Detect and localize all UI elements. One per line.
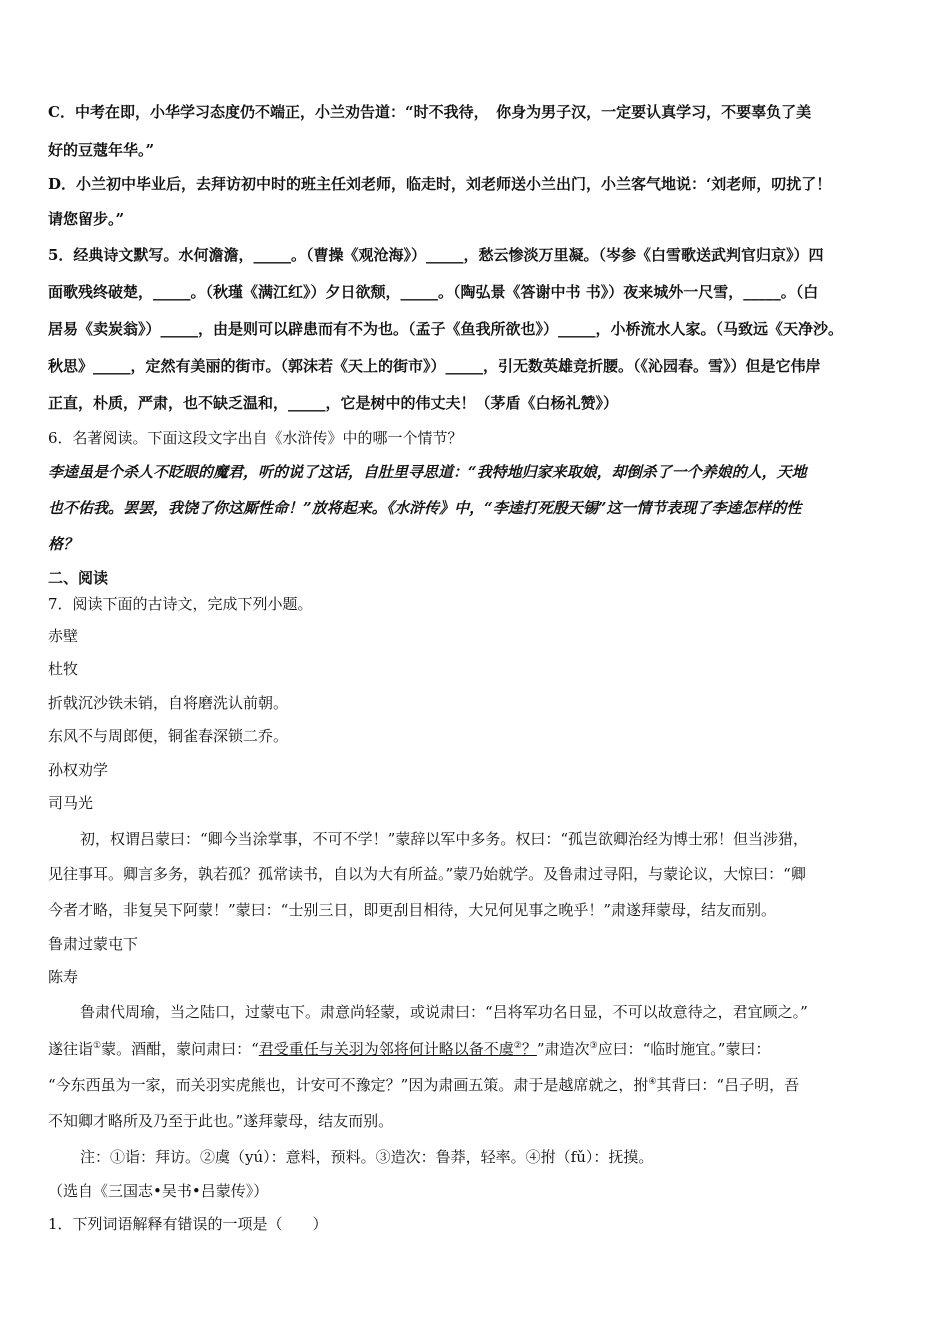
note-marker-4: ④: [648, 1077, 657, 1087]
note-marker-2: ②: [513, 1041, 522, 1051]
underlined-question-mark: ？: [521, 1040, 537, 1058]
poem-line-2: 东风不与周郎便，铜雀春深锁二乔。: [48, 727, 289, 745]
option-d-line-2: 请您留步。”: [48, 210, 125, 228]
q7-stem: 7．阅读下面的古诗文，完成下列小题。: [48, 595, 313, 613]
text1-line-1: 初，权谓吕蒙曰：“卿今当涂掌事，不可不学！”蒙辞以军中多务。权曰：“孤岂欲卿治经为博士邪！但当涉猎，: [80, 830, 809, 848]
poem-title: 赤壁: [48, 627, 79, 645]
text2-line-2-d: 应曰：“临时施宜。”蒙曰：: [597, 1040, 771, 1058]
text2-line-3-b: 其背曰：“吕子明，吾: [656, 1076, 800, 1094]
q6-passage-line-3: 格？: [48, 535, 79, 553]
sub-question-1: 1．下列词语解释有错误的一项是（ ）: [48, 1215, 328, 1233]
underlined-question-text: 君受重任与关羽为邻将何计略以备不虞: [258, 1040, 514, 1058]
q5-line-1: 5．经典诗文默写。水何澹澹，_____。（曹操《观沧海》）_____，愁云惨淡万里凝。（岑参《白雪歌送武判官归京》）四: [48, 246, 824, 264]
text1-title: 孙权劝学: [48, 761, 109, 779]
note-marker-3: ③: [589, 1041, 598, 1051]
text2-title: 鲁肃过蒙屯下: [48, 935, 139, 953]
q6-stem: 6．名著阅读。下面这段文字出自《水浒传》中的哪一个情节？: [48, 429, 463, 447]
q6-passage-line-2: 也不佑我。罢罢，我饶了你这厮性命！”放将起来。《水浒传》中，“李逵打死殷天锡”这一情节表现了李逵怎样的性: [48, 499, 802, 517]
option-c-line-2: 好的豆蔻年华。”: [48, 141, 155, 159]
option-c-line-1: C．中考在即，小华学习态度仍不端正，小兰劝告道：“时不我待， 你身为男子汉，一定要认真学习，不要辜负了美: [48, 103, 812, 121]
text2-line-2-a: 遂往诣: [48, 1040, 94, 1058]
text1-author: 司马光: [48, 794, 94, 812]
q5-line-5: 正直，朴质，严肃，也不缺乏温和，_____，它是树中的伟丈夫！（茅盾《白杨礼赞》）: [48, 394, 619, 412]
text2-line-3: [48, 1075, 799, 1095]
source-citation: （选自《三国志•吴书•吕蒙传》）: [48, 1182, 269, 1200]
annotation-notes: 注：①诣：拜访。②虞（yú）：意料，预料。③造次：鲁莽，轻率。④拊（fǔ）：抚摸。: [80, 1148, 654, 1166]
text1-line-3: 今者才略，非复吴下阿蒙！”蒙曰：“士别三日，即更刮目相待，大兄何见事之晚乎！”肃遂拜蒙母，结友而别。: [48, 901, 777, 919]
q6-passage-line-1: 李逵虽是个杀人不眨眼的魔君，听的说了这话，自肚里寻思道：“我特地归家来取娘，却倒杀了一个养娘的人，天地: [48, 463, 807, 481]
poem-author: 杜牧: [48, 660, 79, 678]
q5-line-3: 居易《卖炭翁》）_____，由是则可以辟患而有不为也。（孟子《鱼我所欲也》）_____，小桥流水人家。（马致远《天净沙。: [48, 320, 844, 338]
poem-line-1: 折戟沉沙铁未销，自将磨洗认前朝。: [48, 694, 289, 712]
q5-line-4: 秋思》_____，定然有美丽的街市。（郭沫若《天上的街市》）_____，引无数英雄竞折腰。（《沁园春。雪》）但是它伟岸: [48, 357, 821, 375]
text2-line-4: 不知卿才略所及乃至于此也。”遂拜蒙母，结友而别。: [48, 1112, 394, 1130]
note-marker-1: ①: [93, 1041, 102, 1051]
text2-author: 陈寿: [48, 968, 79, 986]
option-d-line-1: D．小兰初中毕业后，去拜访初中时的班主任刘老师，临走时，刘老师送小兰出门，小兰客气地说：‘刘老师，叨扰了！: [48, 175, 832, 193]
text2-line-2: [48, 1039, 770, 1059]
section-heading: 二、阅读: [48, 569, 109, 587]
text2-line-3-a: “今东西虽为一家，而关羽实虎熊也，计安可不豫定？”因为肃画五策。肃于是越席就之，拊: [48, 1076, 649, 1094]
q5-line-2: 面歌残终破楚，_____。（秋瑾《满江红》）夕日欲颓，_____。（陶弘景《答谢中书 书》）夜来城外一尺雪，_____。（白: [48, 283, 819, 301]
text2-line-1: 鲁肃代周瑜，当之陆口，过蒙屯下。肃意尚轻蒙，或说肃曰：“吕将军功名日显，不可以故意待之，君宜顾之。”: [80, 1003, 808, 1021]
text2-line-2-c: ”肃造次: [536, 1040, 590, 1058]
text1-line-2: 见往事耳。卿言多务，孰若孤？孤常读书，自以为大有所益。”蒙乃始就学。及鲁肃过寻阳，与蒙论议，大惊曰：“卿: [48, 865, 806, 883]
underlined-question: [259, 1040, 537, 1058]
text2-line-2-b: 蒙。酒酣，蒙问肃曰：“: [101, 1040, 259, 1058]
